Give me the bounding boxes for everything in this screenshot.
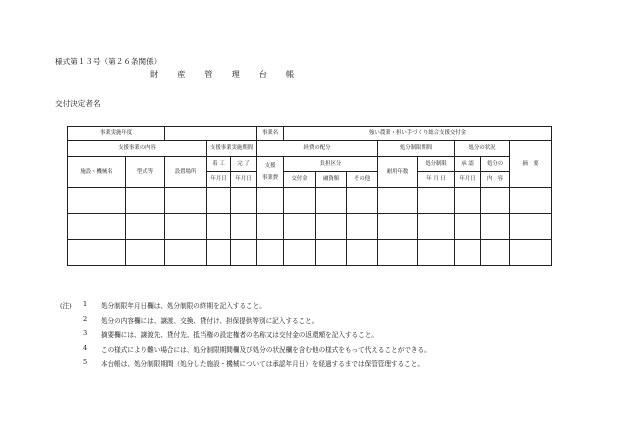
table-cell[interactable] — [510, 240, 552, 266]
table-cell[interactable] — [347, 188, 378, 214]
form-number: 様式第１３号（第２６条関係） — [55, 57, 162, 66]
approval-header: 承 認 — [455, 157, 481, 172]
table-cell[interactable] — [378, 240, 418, 266]
disposal-limit-ymd-header: 年 月 日 — [418, 172, 455, 188]
table-cell[interactable] — [165, 240, 207, 266]
notes-section — [60, 300, 431, 373]
table-cell[interactable] — [231, 214, 257, 240]
table-cell[interactable] — [418, 214, 455, 240]
table-cell[interactable] — [68, 214, 126, 240]
table-cell[interactable] — [455, 240, 481, 266]
burden-header: 負担区分 — [284, 157, 378, 172]
table-cell[interactable] — [347, 240, 378, 266]
note-text: 摘要欄には、譲渡先、貸付先、抵当権の設定権者の名称又は交付金の返還額を記入すること。 — [101, 331, 378, 339]
recipient-label: 交付決定者名 — [55, 99, 101, 108]
table-cell[interactable] — [231, 188, 257, 214]
grant-header: 交付金 — [284, 172, 316, 188]
table-cell[interactable] — [378, 214, 418, 240]
table-cell[interactable] — [165, 188, 207, 214]
table-cell[interactable] — [207, 214, 231, 240]
implementation-period-header: 支援事業実施期間 — [207, 141, 257, 157]
disposal-content-header-2: 内 容 — [481, 172, 510, 188]
table-cell[interactable] — [257, 188, 284, 214]
table-cell[interactable] — [165, 214, 207, 240]
table-cell[interactable] — [126, 240, 165, 266]
business-name-label: 事業名 — [257, 127, 284, 141]
disposal-limit-period-header: 処分制限期間 — [378, 141, 455, 157]
asset-ledger-table — [67, 126, 552, 266]
table-row — [68, 127, 552, 141]
table-cell[interactable] — [316, 214, 347, 240]
approval-date-header: 年月日 — [455, 172, 481, 188]
table-cell[interactable] — [510, 214, 552, 240]
note-number: 2 — [83, 314, 88, 323]
table-row — [68, 214, 552, 240]
note-item — [60, 300, 431, 315]
start-header: 着 工 — [207, 157, 231, 172]
note-item — [60, 358, 431, 373]
table-cell[interactable] — [207, 240, 231, 266]
table-cell[interactable] — [68, 240, 126, 266]
disposal-limit-date-header: 処分制限 — [418, 157, 455, 172]
note-number: 5 — [83, 358, 88, 366]
table-row — [68, 240, 552, 266]
business-year-label: 事業実施年度 — [68, 127, 165, 141]
table-cell[interactable] — [347, 214, 378, 240]
cost-allocation-header: 経費の配分 — [257, 141, 378, 157]
table-cell[interactable] — [284, 214, 316, 240]
table-row — [68, 157, 552, 172]
table-cell[interactable] — [481, 188, 510, 214]
page-title: 財産管理台帳 — [150, 69, 314, 79]
table-cell[interactable] — [207, 188, 231, 214]
note-item — [60, 344, 431, 359]
disposal-content-header-1: 処分の — [481, 157, 510, 172]
completion-header: 完 了 — [231, 157, 257, 172]
table-cell[interactable] — [418, 240, 455, 266]
table-cell[interactable] — [418, 188, 455, 214]
table-cell[interactable] — [126, 188, 165, 214]
support-cost-line-2: 事業費 — [261, 175, 279, 181]
support-cost-header — [257, 157, 284, 188]
model-header: 型式等 — [126, 157, 165, 188]
notes-label: (注) — [60, 302, 72, 310]
table-cell[interactable] — [455, 214, 481, 240]
note-item — [60, 315, 431, 330]
note-text: 処分の内容欄には、譲渡、交換、貸付け、担保提供等別に記入すること。 — [101, 316, 319, 325]
table-cell[interactable] — [481, 240, 510, 266]
completion-date-header: 年月日 — [231, 172, 257, 188]
location-header: 設置場所 — [165, 157, 207, 188]
financing-header: 融資額 — [316, 172, 347, 188]
table-row — [68, 141, 552, 157]
table-cell[interactable] — [455, 188, 481, 214]
note-text: 本台帳は、処分制限期間（処分した施設・機械については承認年月日）を経過するまでは保管管理すること。 — [101, 360, 424, 368]
table-cell[interactable] — [378, 188, 418, 214]
useful-life-header: 耐用年数 — [378, 157, 418, 188]
other-header: その他 — [347, 172, 378, 188]
table-cell[interactable] — [257, 214, 284, 240]
support-content-header: 支援事業の内容 — [68, 141, 207, 157]
table-row — [68, 188, 552, 214]
table-cell[interactable] — [316, 240, 347, 266]
disposal-status-header: 処分の状況 — [455, 141, 510, 157]
note-text: この様式により難い場合には、処分制限期間欄及び処分の状況欄を含む他の様式をもって代えることができる。 — [101, 345, 431, 354]
support-cost-line-1: 支援 — [264, 162, 276, 169]
note-number: 4 — [83, 343, 88, 352]
note-item — [60, 329, 431, 344]
note-number: 1 — [83, 300, 88, 308]
note-text: 処分制限年月日欄は、処分制限の終期を記入すること。 — [101, 302, 266, 310]
table-cell[interactable] — [68, 188, 126, 214]
table-cell[interactable] — [126, 214, 165, 240]
table-cell[interactable] — [284, 240, 316, 266]
table-cell[interactable] — [284, 188, 316, 214]
remarks-header: 摘 要 — [510, 141, 552, 188]
table-cell[interactable] — [510, 188, 552, 214]
business-year-value[interactable] — [165, 127, 257, 141]
table-cell[interactable] — [257, 240, 284, 266]
business-name-value: 強い農業・担い手づくり総合支援交付金 — [284, 127, 552, 141]
start-date-header: 年月日 — [207, 172, 231, 188]
facility-name-header: 施設・機械名 — [68, 157, 126, 188]
table-cell[interactable] — [231, 240, 257, 266]
note-number: 3 — [83, 329, 88, 337]
table-cell[interactable] — [481, 214, 510, 240]
table-cell[interactable] — [316, 188, 347, 214]
